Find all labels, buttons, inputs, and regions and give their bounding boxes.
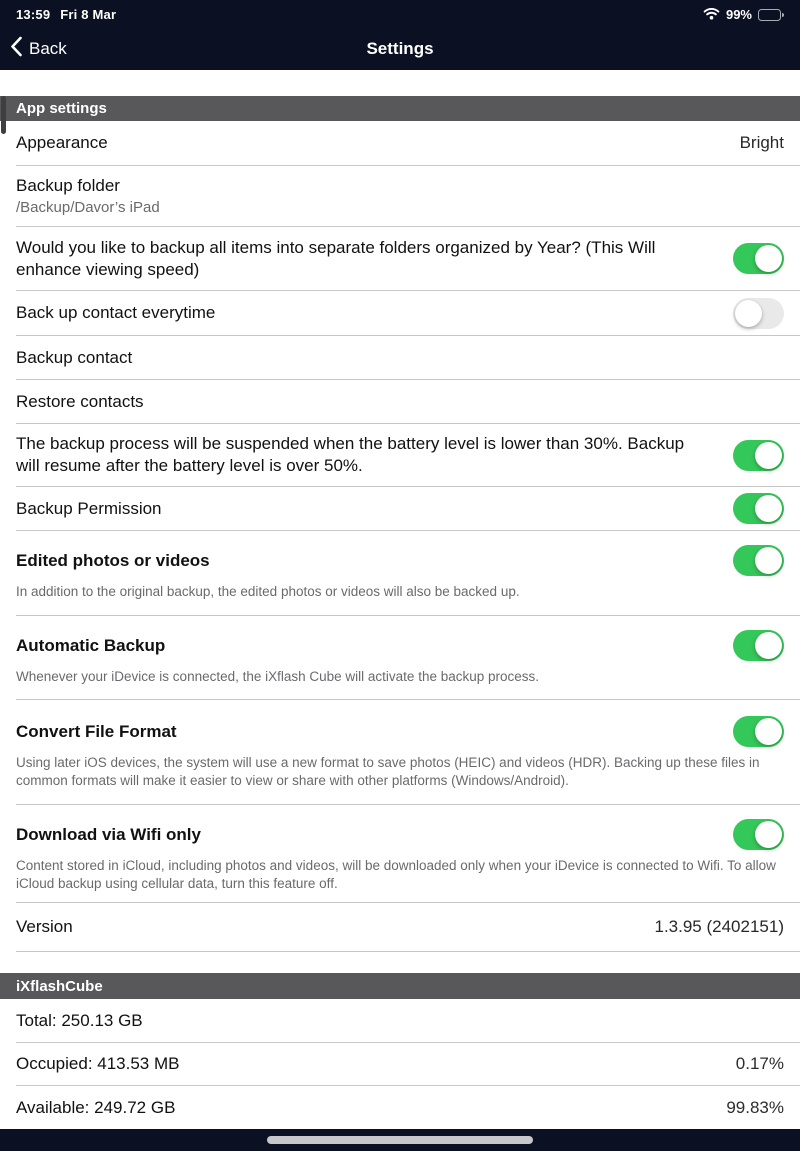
home-indicator[interactable] (267, 1136, 533, 1144)
bottom-bar (0, 1129, 800, 1151)
status-date: Fri 8 Mar (60, 7, 117, 22)
chevron-left-icon (10, 36, 22, 62)
download-wifi-only-label: Download via Wifi only (16, 824, 201, 844)
year-folders-label: Would you like to backup all items into separate folders organized by Year? (This Will enhance viewing speed) (16, 237, 656, 279)
backup-permission-toggle[interactable] (733, 493, 784, 524)
total-label: Total: 250.13 GB (16, 1010, 143, 1030)
row-edited-photos (0, 531, 800, 615)
toggle-knob (735, 300, 762, 327)
convert-file-format-toggle[interactable] (733, 716, 784, 747)
download-wifi-only-description: Content stored in iCloud, including photos and videos, will be downloaded only when your iDevice is connected to Wifi. To allow iCloud backup using cellular data, turn this feature off. (16, 858, 776, 891)
row-backup-contact-everytime (0, 291, 800, 335)
battery-suspend-toggle[interactable] (733, 440, 784, 471)
occupied-label: Occupied: 413.53 MB (16, 1054, 180, 1073)
row-backup-contact[interactable] (0, 336, 800, 379)
occupied-percent: 0.17% (735, 1054, 784, 1073)
backup-permission-label: Backup Permission (16, 498, 162, 518)
row-occupied (0, 1043, 800, 1085)
row-automatic-backup (0, 616, 800, 699)
toggle-knob (755, 718, 782, 745)
restore-contacts-label: Restore contacts (16, 391, 144, 411)
convert-file-format-label: Convert File Format (16, 721, 177, 741)
row-total (0, 999, 800, 1042)
battery-icon (758, 9, 784, 21)
toggle-knob (755, 442, 782, 469)
appearance-value: Bright (739, 133, 784, 152)
row-restore-contacts[interactable] (0, 380, 800, 423)
version-value: 1.3.95 (2402151) (654, 917, 784, 936)
section-header-label: App settings (16, 100, 107, 117)
row-version (0, 903, 800, 951)
wifi-icon (703, 7, 720, 23)
row-download-wifi-only (0, 805, 800, 902)
nav-bar (0, 27, 800, 70)
appearance-label: Appearance (16, 133, 108, 152)
year-folders-toggle[interactable] (733, 243, 784, 274)
version-label: Version (16, 917, 73, 936)
back-button[interactable] (10, 27, 67, 70)
automatic-backup-description: Whenever your iDevice is connected, the iXflash Cube will activate the backup process. (16, 669, 540, 684)
download-wifi-only-toggle[interactable] (733, 819, 784, 850)
section-header-app-settings (0, 96, 800, 121)
row-convert-file-format (0, 700, 800, 804)
battery-suspend-label: The backup process will be suspended when the battery level is lower than 30%. Backup will resume after the battery level is over 50%. (16, 434, 685, 475)
backup-contact-label: Backup contact (16, 347, 133, 367)
scroll-indicator[interactable] (1, 96, 6, 134)
row-backup-folder[interactable] (0, 166, 800, 226)
backup-folder-path: /Backup/Davor’s iPad (16, 199, 160, 216)
toggle-knob (755, 547, 782, 574)
backup-contact-everytime-label: Back up contact everytime (16, 303, 216, 322)
battery-percent: 99% (725, 7, 752, 22)
automatic-backup-label: Automatic Backup (16, 635, 166, 655)
row-available (0, 1086, 800, 1129)
status-time: 13:59 (16, 7, 51, 22)
edited-photos-toggle[interactable] (733, 545, 784, 576)
available-percent: 99.83% (726, 1097, 784, 1117)
backup-contact-everytime-toggle[interactable] (733, 298, 784, 329)
available-label: Available: 249.72 GB (16, 1097, 176, 1117)
backup-folder-label: Backup folder (16, 176, 120, 195)
back-label: Back (29, 38, 67, 58)
section-header-ixflashcube (0, 973, 800, 999)
row-appearance[interactable] (0, 121, 800, 165)
section-header-label: iXflashCube (16, 977, 103, 995)
toggle-knob (755, 495, 782, 522)
edited-photos-description: In addition to the original backup, the edited photos or videos will also be backed up. (16, 584, 520, 599)
automatic-backup-toggle[interactable] (733, 630, 784, 661)
toggle-knob (755, 632, 782, 659)
row-year-folders (0, 227, 800, 290)
row-backup-permission (0, 487, 800, 530)
edited-photos-label: Edited photos or videos (16, 550, 210, 570)
convert-file-format-description: Using later iOS devices, the system will use a new format to save photos (HEIC) and videos (HDR). Backing up these files in common formats will make it easier to view or share with other platforms (Windows/Android). (16, 755, 760, 788)
row-battery-suspend (0, 424, 800, 486)
toggle-knob (755, 245, 782, 272)
page-title: Settings (366, 38, 434, 58)
toggle-knob (755, 821, 782, 848)
status-bar (0, 0, 800, 27)
